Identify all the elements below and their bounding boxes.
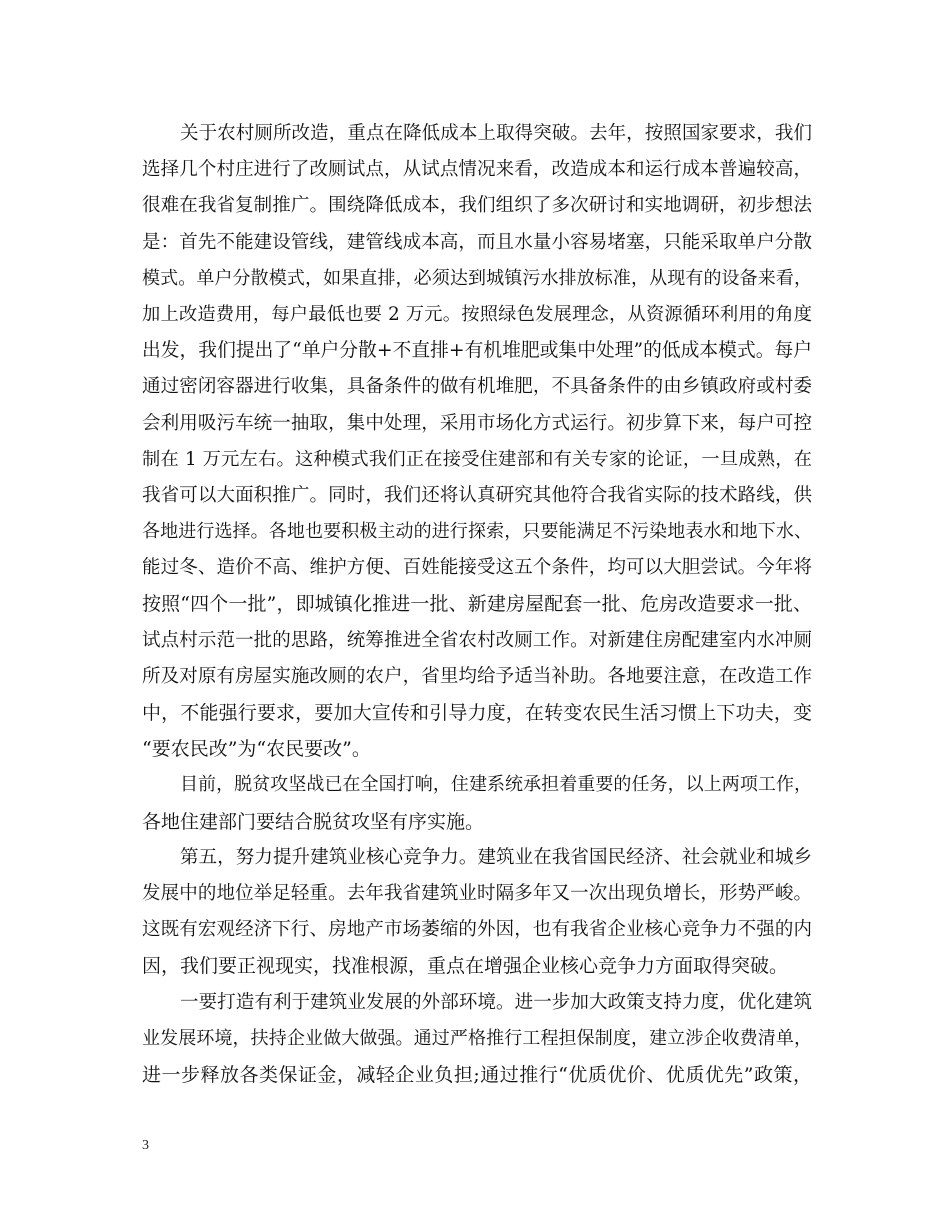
text-line: 制在 1 万元左右。这种模式我们正在接受住建部和有关专家的论证，一旦成熟，在 <box>142 448 812 470</box>
text-line: 试点村示范一批的思路，统筹推进全省农村改厕工作。对新建住房配建室内水冲厕 <box>142 629 812 651</box>
text-line: 出发，我们提出了“单户分散+不直排+有机堆肥或集中处理”的低成本模式。每户 <box>142 340 812 362</box>
paragraph-toilet-renovation <box>142 116 812 767</box>
text-line: 会利用吸污车统一抽取，集中处理，采用市场化方式运行。初步算下来，每户可控 <box>142 412 812 434</box>
text-line: 各地进行选择。各地也要积极主动的进行探索，只要能满足不污染地表水和地下水、 <box>142 521 812 543</box>
text-line: 所及对原有房屋实施改厕的农户，省里均给予适当补助。各地要注意，在改造工作 <box>142 665 812 687</box>
text-line: 目前，脱贫攻坚战已在全国打响，住建系统承担着重要的任务，以上两项工作， <box>180 774 812 796</box>
text-line: 进一步释放各类保证金，减轻企业负担;通过推行“优质优价、优质优先”政策， <box>142 1063 812 1086</box>
text-line: 因，我们要正视现实，找准根源，重点在增强企业核心竞争力方面取得突破。 <box>142 955 789 978</box>
text-line: 我省可以大面积推广。同时，我们还将认真研究其他符合我省实际的技术路线，供 <box>142 484 812 506</box>
text-line: 是：首先不能建设管线，建管线成本高，而且水量小容易堵塞，只能采取单户分散 <box>142 231 812 253</box>
paragraph-external-environment <box>142 985 812 1094</box>
page-number: 3 <box>142 1138 149 1153</box>
text-line: 发展中的地位举足轻重。去年我省建筑业时隔多年又一次出现负增长，形势严峻。 <box>142 882 812 904</box>
text-line: 能过冬、造价不高、维护方便、百姓能接受这五个条件，均可以大胆尝试。今年将 <box>142 557 812 579</box>
text-line: 选择几个村庄进行了改厕试点，从试点情况来看，改造成本和运行成本普遍较高， <box>142 159 812 181</box>
text-line: 按照“四个一批”，即城镇化推进一批、新建房屋配套一批、危房改造要求一批、 <box>142 593 812 616</box>
paragraph-poverty-alleviation <box>142 767 812 839</box>
text-line: 模式。单户分散模式，如果直排，必须达到城镇污水排放标准，从现有的设备来看， <box>142 267 812 289</box>
text-line: 各地住建部门要结合脱贫攻坚有序实施。 <box>142 810 485 833</box>
text-line: 这既有宏观经济下行、房地产市场萎缩的外因，也有我省企业核心竞争力不强的内 <box>142 919 812 941</box>
text-line: 第五，努力提升建筑业核心竞争力。建筑业在我省国民经济、社会就业和城乡 <box>180 846 812 868</box>
text-line: “要农民改”为“农民要改”。 <box>142 738 371 761</box>
text-line: 一要打造有利于建筑业发展的外部环境。进一步加大政策支持力度，优化建筑 <box>180 991 812 1013</box>
text-line: 关于农村厕所改造，重点在降低成本上取得突破。去年，按照国家要求，我们 <box>180 123 812 144</box>
paragraph-construction-competitiveness <box>142 840 812 985</box>
body-text <box>142 116 812 1093</box>
text-line: 通过密闭容器进行收集，具备条件的做有机堆肥，不具备条件的由乡镇政府或村委 <box>142 376 812 398</box>
text-line: 中，不能强行要求，要加大宣传和引导力度，在转变农民生活习惯上下功夫，变 <box>142 702 812 724</box>
text-line: 加上改造费用，每户最低也要 2 万元。按照绿色发展理念，从资源循环利用的角度 <box>142 303 812 325</box>
text-line: 很难在我省复制推广。围绕降低成本，我们组织了多次研讨和实地调研，初步想法 <box>142 195 812 217</box>
text-line: 业发展环境，扶持企业做大做强。通过严格推行工程担保制度，建立涉企收费清单， <box>142 1027 812 1049</box>
